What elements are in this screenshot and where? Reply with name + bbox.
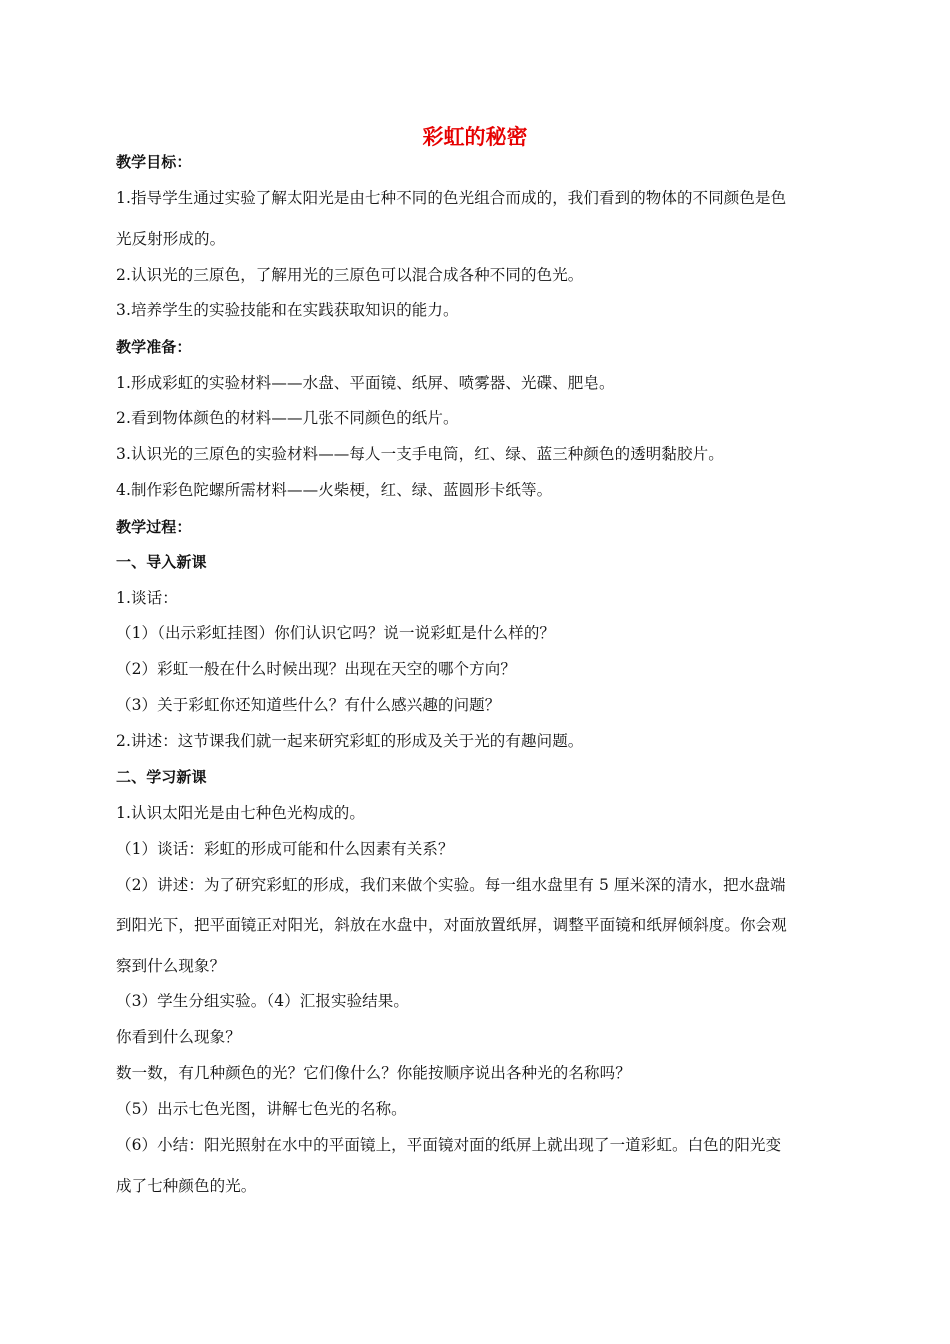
- paragraph-line: 4.制作彩色陀螺所需材料——火柴梗，红、绿、蓝圆形卡纸等。: [116, 481, 553, 499]
- paragraph-line: （2）讲述：为了研究彩虹的形成，我们来做个实验。每一组水盘里有 5 厘米深的清水，把水盘端: [116, 876, 786, 894]
- paragraph-line: 你看到什么现象？: [116, 1028, 241, 1046]
- paragraph-line: 3.认识光的三原色的实验材料——每人一支手电筒，红、绿、蓝三种颜色的透明黏胶片。: [116, 445, 724, 463]
- subsection-heading-new-lesson: 二、学习新课: [116, 768, 207, 786]
- paragraph-line: 数一数，有几种颜色的光？它们像什么？你能按顺序说出各种光的名称吗？: [116, 1064, 631, 1082]
- paragraph-line: 1.形成彩虹的实验材料——水盘、平面镜、纸屏、喷雾器、光碟、肥皂。: [116, 374, 615, 392]
- section-heading-process: 教学过程：: [116, 518, 192, 536]
- paragraph-line: 到阳光下，把平面镜正对阳光，斜放在水盘中，对面放置纸屏，调整平面镜和纸屏倾斜度。你会观: [116, 916, 787, 934]
- paragraph-line: 1.谈话：: [116, 589, 178, 607]
- paragraph-line: （1）谈话：彩虹的形成可能和什么因素有关系？: [116, 840, 454, 858]
- paragraph-line: （1）（出示彩虹挂图）你们认识它吗？说一说彩虹是什么样的？: [116, 624, 556, 642]
- paragraph-line: 2.讲述：这节课我们就一起来研究彩虹的形成及关于光的有趣问题。: [116, 732, 584, 750]
- paragraph-line: 察到什么现象？: [116, 957, 226, 975]
- paragraph-line: （5）出示七色光图，讲解七色光的名称。: [116, 1100, 407, 1118]
- paragraph-line: 1.认识太阳光是由七种色光构成的。: [116, 804, 365, 822]
- paragraph-line: 3.培养学生的实验技能和在实践获取知识的能力。: [116, 301, 459, 319]
- paragraph-line: 光反射形成的。: [116, 230, 226, 248]
- paragraph-line: 1.指导学生通过实验了解太阳光是由七种不同的色光组合而成的，我们看到的物体的不同颜色是色: [116, 189, 787, 207]
- paragraph-line: 2.看到物体颜色的材料——几张不同颜色的纸片。: [116, 409, 459, 427]
- subsection-heading-intro: 一、导入新课: [116, 553, 207, 571]
- paragraph-line: 2.认识光的三原色，了解用光的三原色可以混合成各种不同的色光。: [116, 266, 584, 284]
- paragraph-line: （6）小结：阳光照射在水中的平面镜上，平面镜对面的纸屏上就出现了一道彩虹。白色的阳光变: [116, 1136, 782, 1154]
- section-heading-objectives: 教学目标：: [116, 153, 192, 171]
- paragraph-line: （2）彩虹一般在什么时候出现？出现在天空的哪个方向？: [116, 660, 516, 678]
- paragraph-line: 成了七种颜色的光。: [116, 1177, 257, 1195]
- paragraph-line: （3）学生分组实验。（4）汇报实验结果。: [116, 992, 409, 1010]
- paragraph-line: （3）关于彩虹你还知道些什么？有什么感兴趣的问题？: [116, 696, 501, 714]
- document-title: 彩虹的秘密: [422, 125, 528, 149]
- section-heading-preparation: 教学准备：: [116, 338, 192, 356]
